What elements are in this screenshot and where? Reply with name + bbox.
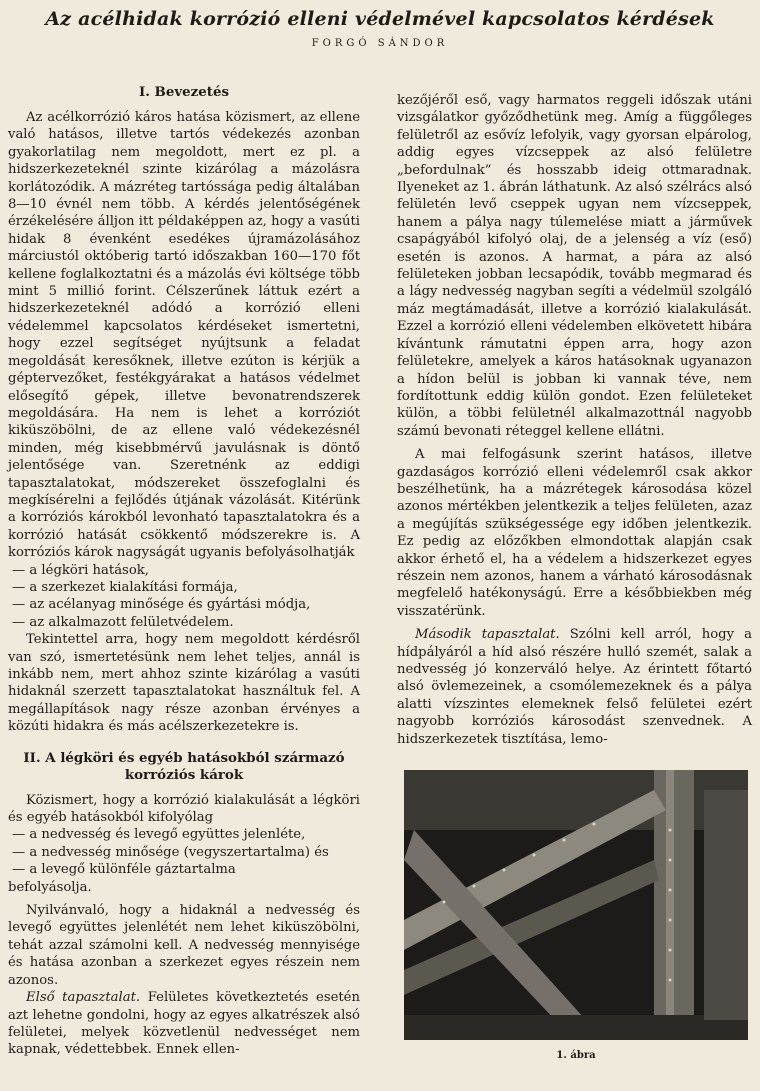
list-item: — az alkalmazott felületvédelem. bbox=[12, 614, 234, 630]
bridge-photo bbox=[404, 770, 748, 1040]
figure-caption: 1. ábra bbox=[556, 1050, 596, 1061]
page-title: Az acélhidak korrózió elleni védelmével kapcsolatos kérdések bbox=[45, 8, 715, 30]
list-item: — a levegő különféle gáztartalma bbox=[12, 862, 236, 878]
bridge-girder-image bbox=[404, 770, 748, 1040]
list-item: — a szerkezet kialakítási formája, bbox=[12, 579, 238, 595]
list-item: — az acélanyag minősége és gyártási módja, bbox=[12, 597, 311, 613]
paragraph-body: Felületes következtetés esetén azt lehetne gondolni, hogy az egyes alkatrészek alsó felületei, melyek közvetlenül nedvességet nem kapnak, védettebbek. Ennek ellen- bbox=[8, 990, 360, 1058]
paragraph-lead: Első tapasztalat. bbox=[26, 990, 141, 1006]
paragraph: Nyilvánvaló, hogy a hidaknál a nedvesség és levegő együttes jelenlétét nem lehet kiküszöbölni, tehát azzal számolni kell. A nedvesség mennyisége és hatása azonban a szerkezet egyes részein nem azonos. bbox=[8, 903, 360, 988]
paragraph-lead: Második tapasztalat. bbox=[415, 627, 560, 643]
paragraph-body: Szólni kell arról, hogy a hídpályáról a híd alsó részére hulló szemét, salak a nedvesség jó konzerváló helye. Az érintett főtartó alsó övlemezeinek, a csomólemezeknek és a pálya alatti vízszintes elemeknek felső felületei ezért nagyobb korróziós károsodást szenvednek. A hidszerkezetek tisztítása, lemo- bbox=[397, 627, 752, 747]
left-column bbox=[8, 84, 360, 1059]
paragraph: Az acélkorrózió káros hatása közismert, az ellene való hatásos, illetve tartós védekezés azonban gyakorlatilag nem megoldott, mert ez pl. a hidszerkezeteknél szinte kizárólag a mázolásra korlátozódik. A mázréteg tartóssága pedig általában 8—10 évnél nem több. A kérdés jelentőségének érzékelésére álljon itt példaképpen az, hogy a vasúti hidak 8 évenként esedékes újramázolásához márciustól októberig tartó időszakban 160—170 főt kellene foglalkoztatni és a mázolás évi költsége több mint 5 millió forint. Célszerűnek láttuk ezért a hidszerkezeteknél adódó a korrózió elleni védelemmel kapcsolatos kérdéseket ismertetni, hogy ezzel segítséget nyújtsunk a feladat megoldását keresőknek, illetve ezúton is kérjük a géptervezőket, festékgyárakat a hatásos védelmet elősegítő gépek, illetve bevonatrendszerek megoldására. Ha nem is lehet a korróziót kiküszöbölni, de az ellene való védekezésnél minden, még kisebbmérvű javulásnak is döntő jelentősége van. Szeretnénk az eddigi tapasztalatokat, módszereket összefoglalni és megkísérelni a fejlődés útjának vázolását. Kitérünk a korróziós károkból levonható tapasztalatokra és a korrózió hatását csökkentő módszerekre is. A korróziós károk nagyságát ugyanis befolyásolhatják bbox=[8, 110, 360, 561]
paragraph: Közismert, hogy a korrózió kialakulását a légköri és egyéb hatásokból kifolyólag bbox=[8, 792, 360, 826]
paragraph bbox=[397, 626, 752, 748]
paragraph: A mai felfogásunk szerint hatásos, illetve gazdaságos korrózió elleni védelemről csak akkor beszélhetünk, ha a mázrétegek károsodása közel azonos mértékben jelentkezik a teljes felületen, azaz a megújítás szükségessége egy időben jelentkezik. Ez pedig az előzőkben elmondottak alapján csak akkor érhető el, ha a védelem a hidszerkezet egyes részein nem azonos, hanem a várható károsodásnak megfelelő hatékonyságú. Erre a későbbiekben még visszatérünk. bbox=[397, 447, 752, 619]
paragraph bbox=[8, 989, 360, 1059]
list-item: — a nedvesség minősége (vegyszertartalma) és bbox=[12, 844, 329, 860]
author-name: FORGÓ SÁNDOR bbox=[311, 38, 449, 49]
paragraph: kezőjéről eső, vagy harmatos reggeli időszak utáni vizsgálatkor győződhetünk meg. Amíg a függőleges felületről az esővíz lefolyik, vagy gyorsan elpárolog, addig egyes vízcseppek az alsó felületre „befordulnak” és hosszabb ideig ottmaradnak. Ilyeneket az 1. ábrán láthatunk. Az alsó szélrács alsó felületén levő cseppek ugyan nem vízcseppek, hanem a pálya nagy túlemelése miatt a járművek csapágyából kifolyó olaj, de a jelenség a víz (eső) esetén is azonos. A harmat, a pára az alsó felületeken jobban lecsapódik, tovább megmarad és a lágy nedvesség nagyban segíti a védelmül szolgáló máz megtámadását, illetve a korrózió kialakulását. Ezzel a korrózió elleni védelemben elkövetett hibára kívántunk rámutatni éppen arra, hogy azon felületekre, amelyek a káros hatásoknak ugyanazon a hídon belül is jobban ki vannak téve, nem fordítottunk eddig külön gondot. Ezen felületeket külön, a többi felületnél alkalmazottnál nagyobb számú bevonati réteggel kellene ellátni. bbox=[397, 93, 752, 439]
list-item: — a légköri hatások, bbox=[12, 562, 149, 578]
list-item: — a nedvesség és levegő együttes jelenléte, bbox=[12, 827, 306, 843]
section-heading-1: I. Bevezetés bbox=[138, 84, 230, 100]
paragraph: Tekintettel arra, hogy nem megoldott kérdésről van szó, ismertetésünk nem lehet teljes, annál is inkább nem, mert ahhoz szinte kizárólag a vasúti hidaknál szerzett tapasztalatokat használtuk fel. A megállapítások nagy része azonban érvényes a közúti hidakra és más acélszerkezetekre is. bbox=[8, 632, 360, 735]
paragraph-continuation: befolyásolja. bbox=[8, 879, 92, 895]
right-column bbox=[397, 92, 752, 748]
section-heading-2: II. A légköri és egyéb hatásokból származó korróziós károk bbox=[23, 749, 345, 783]
